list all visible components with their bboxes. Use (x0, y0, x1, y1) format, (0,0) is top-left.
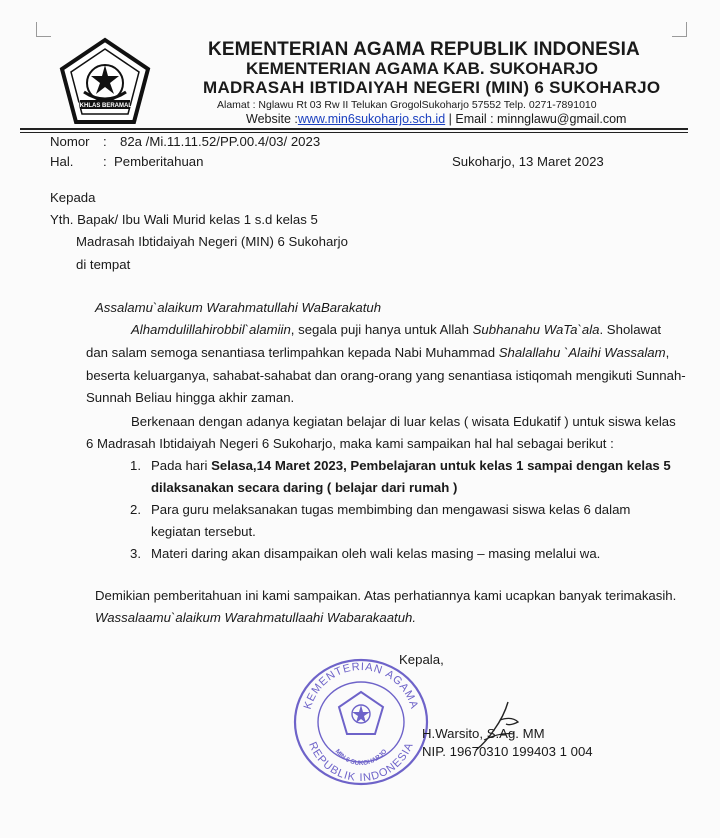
list-item-3-number: 3. (130, 546, 141, 561)
hal-value: Pemberitahuan (114, 154, 204, 169)
website-label: Website : (246, 112, 298, 126)
paragraph-1-line-2: dan salam semoga senantiasa terlimpahkan kepada Nabi Muhammad Shalallahu `Alaihi Wassalam, (86, 345, 670, 360)
stamp-bottom-text: REPUBLIK INDONESIA (306, 740, 416, 785)
recipient-line-3: di tempat (76, 257, 131, 272)
recipient-line-1: Yth. Bapak/ Ibu Wali Murid kelas 1 s.d kelas 5 (50, 212, 318, 227)
recipient-line-2: Madrasah Ibtidaiyah Negeri (MIN) 6 Sukoharjo (76, 234, 348, 249)
list-item-1-line-2: dilaksanakan secara daring ( belajar dari rumah ) (151, 480, 458, 495)
email-address[interactable]: minnglawu@gmail.com (497, 112, 627, 126)
paragraph-2-line-1: Berkenaan dengan adanya kegiatan belajar di luar kelas ( wisata Edukatif ) untuk siswa kelas (131, 414, 676, 429)
header-line-2: KEMENTERIAN AGAMA KAB. SUKOHARJO (246, 59, 598, 78)
stamp-top-text: KEMENTERIAN AGAMA (301, 660, 421, 711)
website-link[interactable]: www.min6sukoharjo.sch.id (297, 112, 446, 126)
list-item-2-line-2: kegiatan tersebut. (151, 524, 256, 539)
list-item-3-line-1: Materi daring akan disampaikan oleh wali kelas masing – masing melalui wa. (151, 546, 601, 561)
header-line-3: MADRASAH IBTIDAIYAH NEGERI (MIN) 6 SUKOHARJO (203, 78, 661, 97)
corner-mark-top-left (36, 22, 51, 37)
nomor-separator: : (103, 134, 107, 149)
logo-text: IKHLAS BERAMAL (78, 103, 132, 109)
signature-title: Kepala, (399, 652, 444, 667)
closing-line-1: Demikian pemberitahuan ini kami sampaikan. Atas perhatiannya kami ucapkan banyak terimakasih. (95, 588, 677, 603)
list-item-2-number: 2. (130, 502, 141, 517)
nomor-label: Nomor (50, 134, 90, 149)
signatory-nip: NIP. 19670310 199403 1 004 (422, 744, 593, 759)
paragraph-1-line-4: Sunnah Beliau hingga akhir zaman. (86, 390, 295, 405)
paragraph-2-line-2: 6 Madrasah Ibtidaiyah Negeri 6 Sukoharjo, maka kami sampaikan hal hal sebagai berikut : (86, 436, 614, 451)
list-item-2-line-1: Para guru melaksanakan tugas membimbing dan mengawasi siswa kelas 6 dalam (151, 502, 631, 517)
corner-mark-top-right (672, 22, 687, 37)
nomor-value: 82a /Mi.11.11.52/PP.00.4/03/ 2023 (120, 134, 321, 149)
email-label: | Email : (445, 112, 498, 126)
paragraph-1-line-3: beserta keluarganya, sahabat-sahabat dan orang-orang yang senantiasa istiqomah mengikuti Sunnah- (86, 368, 686, 383)
ministry-logo (56, 36, 154, 128)
opening-salam: Assalamu`alaikum Warahmatullahi WaBarakatuh (95, 300, 382, 315)
stamp-inner-text: MIN 6 SUKOHARJO (333, 748, 389, 767)
header-contact (246, 112, 626, 126)
hal-separator: : (103, 154, 107, 169)
header-line-1: KEMENTERIAN AGAMA REPUBLIK INDONESIA (208, 39, 640, 60)
letter-date: Sukoharjo, 13 Maret 2023 (452, 154, 604, 169)
hal-label: Hal. (50, 154, 74, 169)
closing-salam: Wassalaamu`alaikum Warahmatullaahi Wabarakaatuh. (95, 610, 417, 625)
header-address: Alamat : Nglawu Rt 03 Rw II Telukan GrogolSukoharjo 57552 Telp. 0271-7891010 (217, 99, 597, 111)
list-item-1-line-1: Pada hari Selasa,14 Maret 2023, Pembelajaran untuk kelas 1 sampai dengan kelas 5 (151, 458, 671, 473)
paragraph-1-line-1: Alhamdulillahirobbil`alamiin, segala puji hanya untuk Allah Subhanahu WaTa`ala. Sholawat (131, 322, 662, 337)
recipient-kepada: Kepada (50, 190, 96, 205)
list-item-1-number: 1. (130, 458, 141, 473)
official-stamp (292, 656, 430, 788)
signatory-name: H.Warsito, S.Ag. MM (422, 726, 545, 741)
